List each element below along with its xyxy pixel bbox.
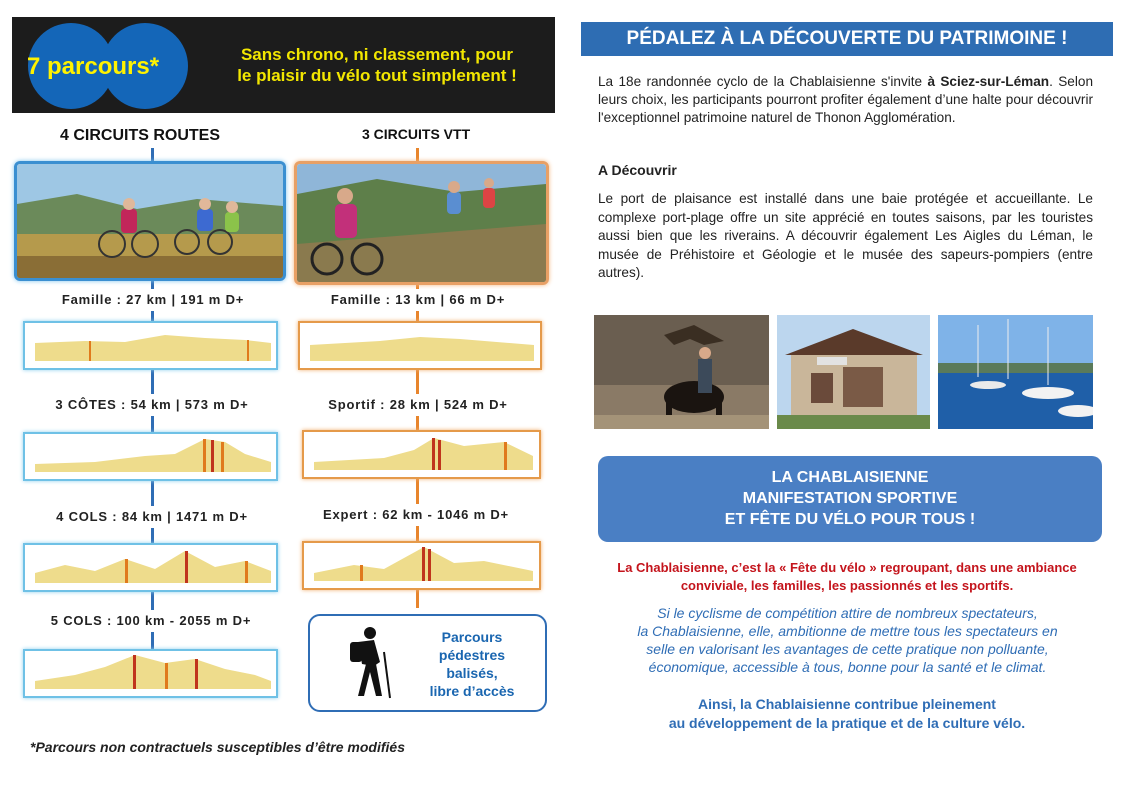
parcours-count: 7 parcours* xyxy=(27,53,160,80)
route-famille-label: Famille : 27 km | 191 m D+ xyxy=(26,289,280,311)
vtt-heading: 3 CIRCUITS VTT xyxy=(362,126,471,142)
intro-paragraph xyxy=(598,73,1093,127)
mission-line-2: la Chablaisienne, elle, ambitionne de mettre tous les spectateurs en xyxy=(637,623,1058,639)
conclusion-line-2: au développement de la pratique et de la culture vélo. xyxy=(668,714,1026,731)
hiking-line-4: libre d’accès xyxy=(429,683,515,699)
vtt-expert-profile xyxy=(302,541,541,590)
route-3cotes-profile xyxy=(23,432,278,481)
highlight-line-2: MANIFESTATION SPORTIVE xyxy=(742,490,958,507)
vtt-famille-label: Famille : 13 km | 66 m D+ xyxy=(295,289,541,311)
intro-location: à Sciez-sur-Léman xyxy=(927,74,1050,89)
mission-line-1: Si le cyclisme de compétition attire de nombreux spectateurs, xyxy=(657,605,1038,621)
route-4cols-profile xyxy=(23,543,278,592)
vtt-famille-profile xyxy=(298,321,542,370)
intro-text-start: La 18e randonnée cyclo de la Chablaisienne s'invite xyxy=(598,74,928,89)
hiking-line-1: Parcours xyxy=(441,629,503,645)
vtt-expert-label: Expert : 62 km - 1046 m D+ xyxy=(296,504,536,526)
mission-line-3: selle en valorisant les avantages de cette pratique non polluante, xyxy=(646,641,1049,657)
routes-heading: 4 CIRCUITS ROUTES xyxy=(60,127,221,144)
fete-du-velo-paragraph: La Chablaisienne, c’est la « Fête du vélo » regroupant, dans une ambiance conviviale, les familles, les passionnés et les sportifs. xyxy=(617,560,1077,593)
hiker-icon xyxy=(340,626,396,700)
event-highlight-box xyxy=(598,456,1102,542)
route-5cols-profile xyxy=(23,649,278,698)
hiking-line-2: pédestres xyxy=(438,647,506,663)
tagline-line-2: le plaisir du vélo tout simplement ! xyxy=(237,66,517,85)
highlight-line-1: LA CHABLAISIENNE xyxy=(771,469,929,486)
tagline-line-1: Sans chrono, ni classement, pour xyxy=(240,45,514,64)
discover-heading: A Découvrir xyxy=(598,162,677,178)
vtt-sportif-profile xyxy=(302,430,541,479)
conclusion-line-1: Ainsi, la Chablaisienne contribue pleinement xyxy=(698,696,996,712)
header-banner xyxy=(12,17,555,113)
hiking-line-3: balisés, xyxy=(446,665,498,681)
intro-text-end: . Selon leurs choix, les participants pourront profiter également d’une halte pour découvrir l'exceptionnel patrimoine naturel de Thonon Agglomération. xyxy=(598,74,1094,125)
route-3cotes-label: 3 CÔTES : 54 km | 573 m D+ xyxy=(28,394,276,416)
mountain-bikers-photo xyxy=(294,161,549,285)
marina-photo xyxy=(938,315,1093,429)
conclusion-paragraph xyxy=(590,695,1104,732)
eagle-rider-photo xyxy=(594,315,769,429)
page-title: PÉDALEZ À LA DÉCOUVERTE DU PATRIMOINE ! xyxy=(581,22,1113,56)
road-cyclists-photo xyxy=(14,161,286,281)
banner-tagline xyxy=(212,44,542,86)
discover-paragraph: Le port de plaisance est installé dans une baie protégée et accueillante. Le complexe port-plage offre un site apprécié en toutes saisons, par les touristes aussi bien que les riverains. A découvrir également Les Aigles du Léman, le musée de Préhistoire et Géologie et le musée des sapeurs-pompiers (entre autres). xyxy=(598,191,1093,280)
vtt-sportif-label: Sportif : 28 km | 524 m D+ xyxy=(302,394,534,416)
route-famille-profile xyxy=(23,321,278,370)
museum-building-photo xyxy=(777,315,930,429)
highlight-line-3: ET FÊTE DU VÉLO POUR TOUS ! xyxy=(724,511,976,528)
footnote: *Parcours non contractuels susceptibles d’être modifiés xyxy=(30,739,405,755)
hiking-text xyxy=(410,628,534,700)
event-highlight-text xyxy=(598,456,1102,530)
mission-line-4: économique, accessible à tous, bonne pour la santé et le climat. xyxy=(648,659,1047,675)
hiking-info-box xyxy=(308,614,547,712)
mission-paragraph xyxy=(580,604,1115,676)
route-4cols-label: 4 COLS : 84 km | 1471 m D+ xyxy=(28,506,276,528)
route-5cols-label: 5 COLS : 100 km - 2055 m D+ xyxy=(22,610,280,632)
